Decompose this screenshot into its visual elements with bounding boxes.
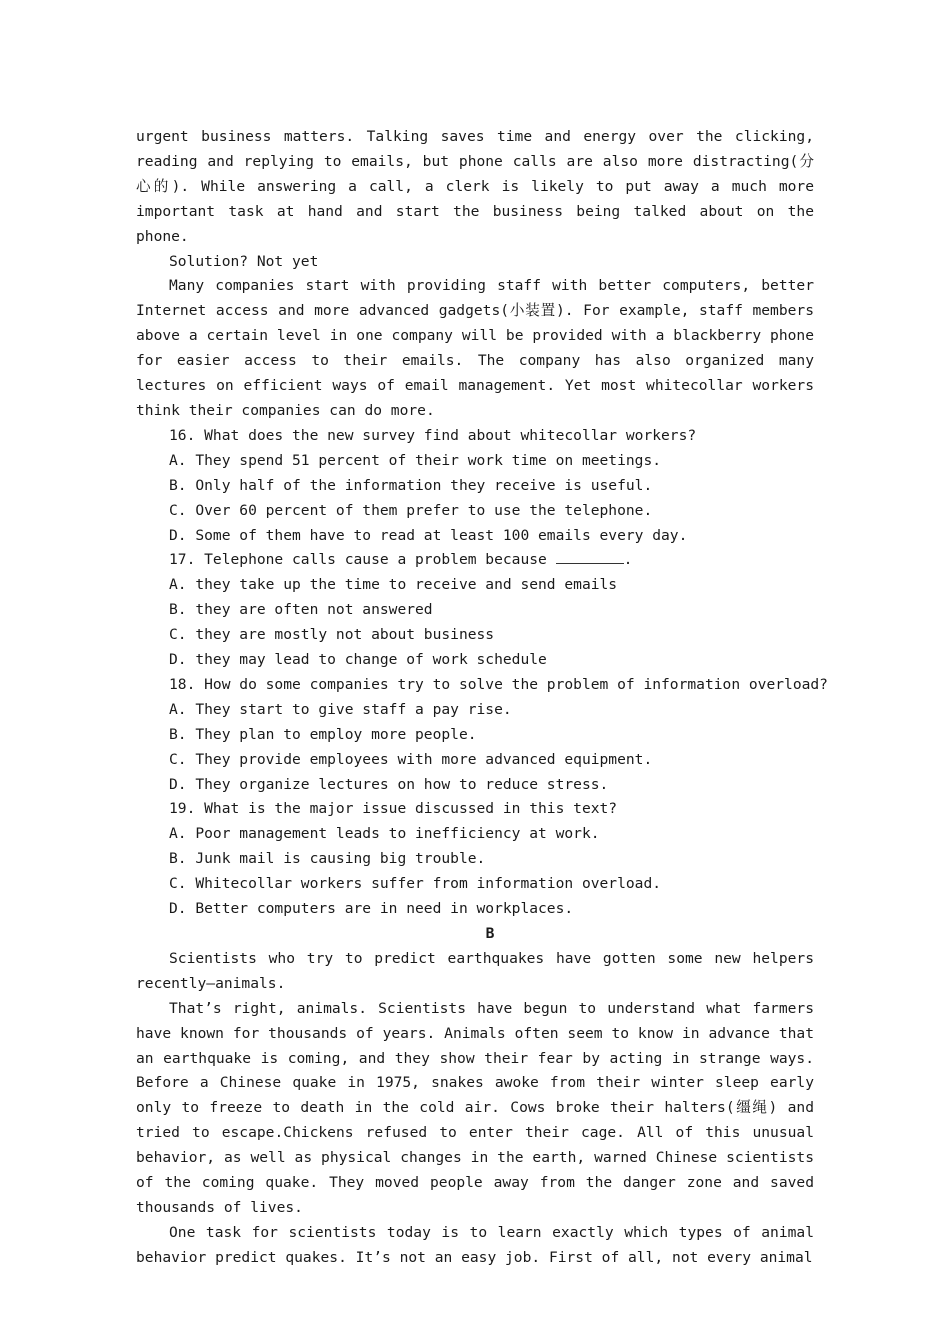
option-c: C. They provide employees with more advanced equipment. — [169, 750, 653, 768]
question-stem-end: . — [623, 551, 633, 569]
option-c: C. Over 60 percent of them prefer to use the telephone. — [169, 501, 653, 519]
question-stem: 18. How do some companies try to solve the problem of information overload? — [169, 675, 828, 693]
passage-b-heading: B — [485, 925, 495, 942]
passage-b-paragraph-2: That’s right, animals. Scientists have begun to understand what farmers have known for thousands of years. Animals often seem to know in advance that an earthquake is coming, and they show their fear by acting in strange ways. Before a Chinese quake in 1975, snakes awoke from their winter sleep early only to freeze to death in the cold air. Cows broke their halters(缰绳) and tried to escape.Chickens refused to enter their cage. All of this unusual behavior, as well as physical changes in the earth, warned Chinese scientists of the coming quake. They moved people away from the danger zone and saved thousands of lives. — [136, 999, 814, 1216]
option-a: A. they take up the time to receive and send emails — [169, 576, 618, 594]
option-d: D. They organize lectures on how to reduce stress. — [169, 775, 609, 793]
question-18 — [136, 673, 828, 798]
answer-blank — [556, 549, 624, 564]
option-a: A. Poor management leads to inefficiency at work. — [169, 825, 600, 843]
question-19 — [136, 797, 814, 922]
question-stem-text: 17. Telephone calls cause a problem because — [169, 551, 556, 569]
option-b: B. Only half of the information they receive is useful. — [169, 476, 653, 494]
question-stem: 16. What does the new survey find about whitecollar workers? — [169, 426, 697, 444]
question-stem: 19. What is the major issue discussed in this text? — [169, 800, 618, 818]
passage-a-subheading: Solution? Not yet — [169, 252, 319, 270]
option-c: C. Whitecollar workers suffer from information overload. — [169, 875, 662, 893]
option-a: A. They spend 51 percent of their work time on meetings. — [169, 451, 662, 469]
document-page — [136, 125, 828, 1271]
option-b: B. they are often not answered — [169, 601, 433, 619]
passage-a-continued-paragraph: urgent business matters. Talking saves time and energy over the clicking, reading and replying to emails, but phone calls are also more distracting(分心的). While answering a call, a clerk is likely to put away a much more important task at hand and start the business being talked about on the phone. — [136, 128, 814, 245]
option-d: D. Better computers are in need in workplaces. — [169, 900, 574, 918]
passage-b-paragraph-1: Scientists who try to predict earthquakes have gotten some new helpers recently—animals. — [136, 949, 814, 992]
question-17 — [136, 548, 814, 673]
option-b: B. Junk mail is causing big trouble. — [169, 850, 486, 868]
option-d: D. Some of them have to read at least 100 emails every day. — [169, 526, 688, 544]
option-a: A. They start to give staff a pay rise. — [169, 700, 512, 718]
passage-b-paragraph-3: One task for scientists today is to learn exactly which types of animal behavior predict quakes. It’s not an easy job. First of all, not every animal — [136, 1223, 814, 1266]
question-16 — [136, 424, 814, 549]
question-stem — [136, 548, 814, 573]
option-c: C. they are mostly not about business — [169, 626, 495, 644]
option-b: B. They plan to employ more people. — [169, 725, 477, 743]
passage-a-solution-paragraph: Many companies start with providing staff with better computers, better Internet access and more advanced gadgets(小装置). For example, staff members above a certain level in one company will be provided with a blackberry phone for easier access to their emails. The company has also organized many lectures on efficient ways of email management. Yet most whitecollar workers think their companies can do more. — [136, 277, 814, 419]
option-d: D. they may lead to change of work schedule — [169, 651, 547, 669]
